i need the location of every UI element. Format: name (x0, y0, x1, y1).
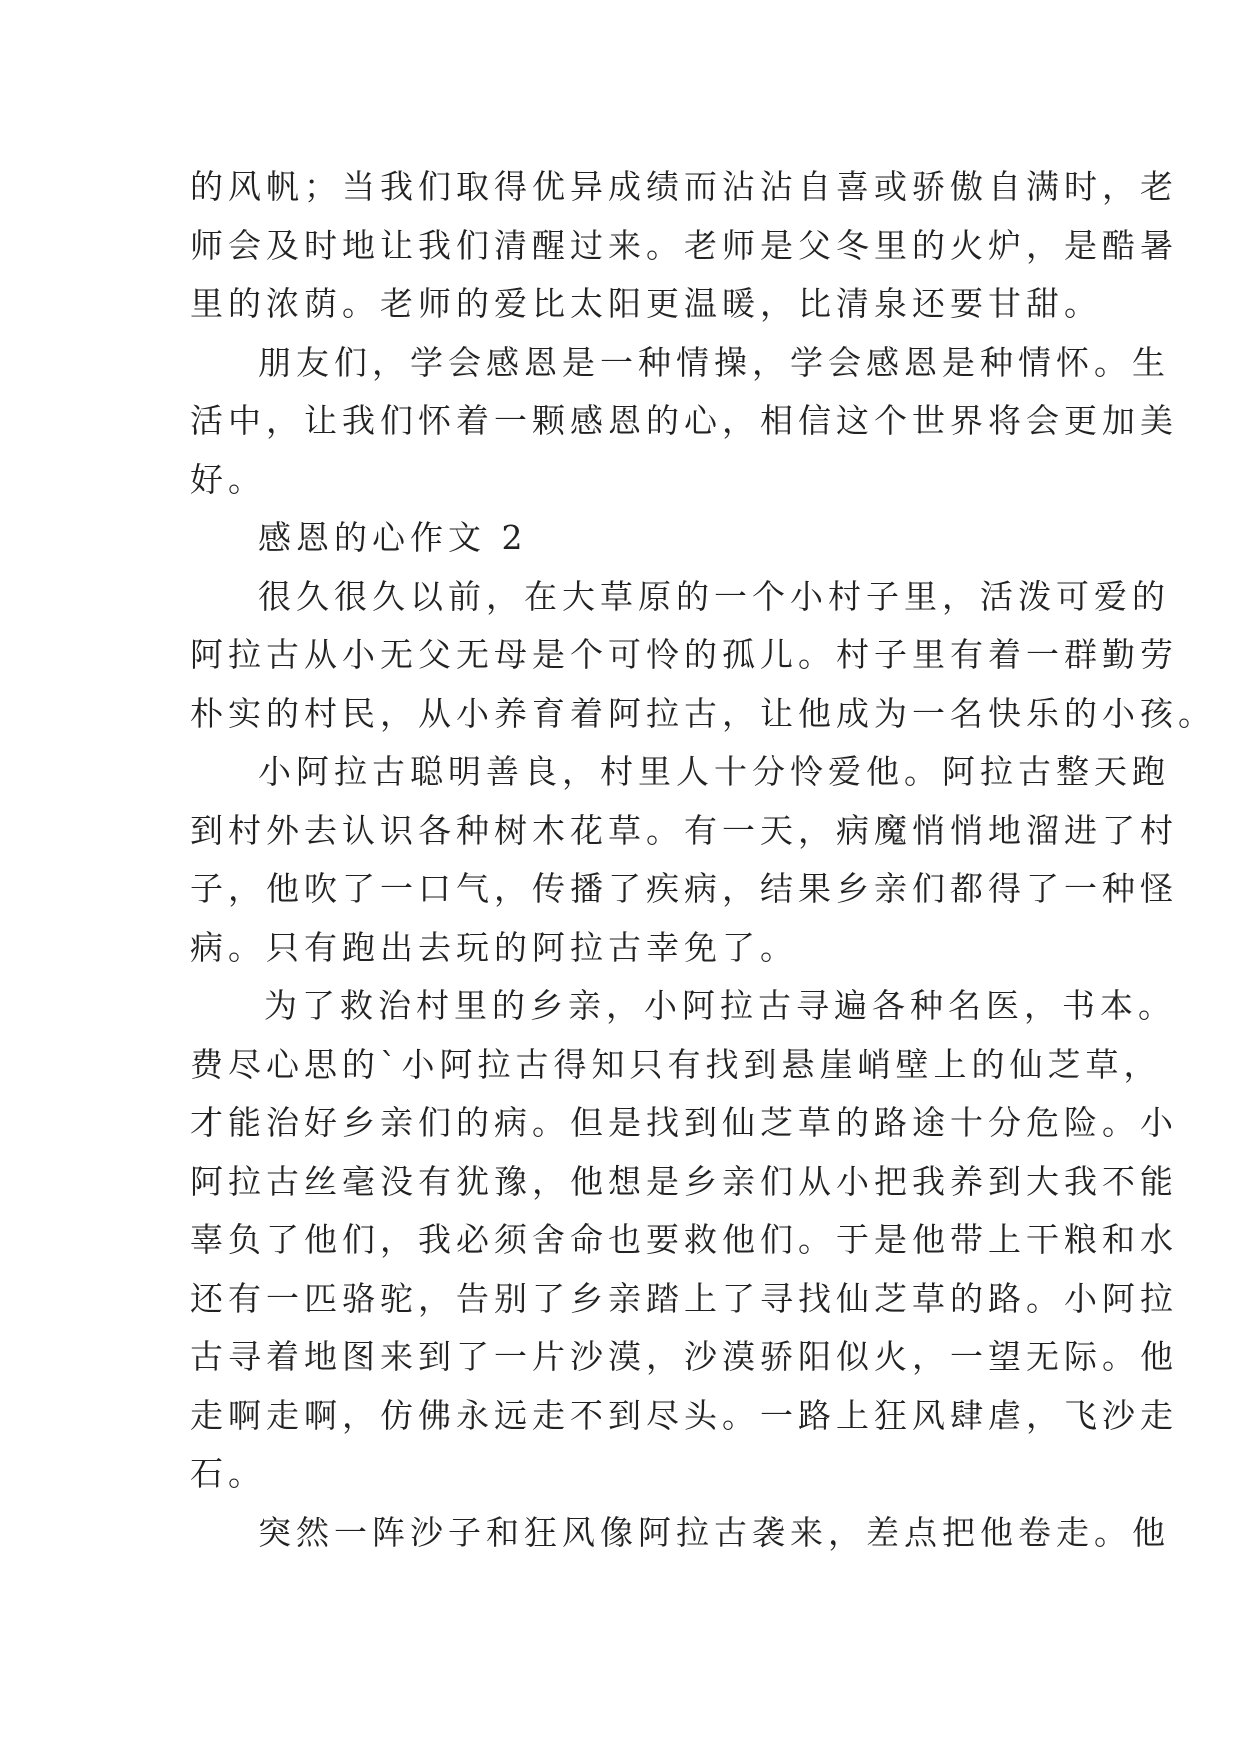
text-line: 古寻着地图来到了一片沙漠，沙漠骄阳似火，一望无际。他 (190, 1337, 1178, 1376)
section-heading: 感恩的心作文 2 (258, 518, 528, 557)
text-line: 还有一匹骆驼，告别了乡亲踏上了寻找仙芝草的路。小阿拉 (190, 1278, 1178, 1318)
text-line: 朴实的村民，从小养育着阿拉古，让他成为一名快乐的小孩。 (190, 693, 1216, 733)
text-line: 走啊走啊，仿佛永远走不到尽头。一路上狂风肆虐，飞沙走 (190, 1395, 1178, 1435)
text-line: 的风帆；当我们取得优异成绩而沾沾自喜或骄傲自满时，老 (190, 167, 1178, 206)
text-line: 师会及时地让我们清醒过来。老师是父冬里的火炉，是酷暑 (190, 225, 1178, 265)
text-line: 活中，让我们怀着一颗感恩的心，相信这个世界将会更加美 (190, 401, 1178, 440)
paragraph-start-line: 突然一阵沙子和狂风像阿拉古袭来，差点把他卷走。他 (258, 1512, 1170, 1552)
document-body (190, 158, 1216, 1562)
text-line: 阿拉古丝毫没有犹豫，他想是乡亲们从小把我养到大我不能 (190, 1161, 1178, 1201)
text-line: 子，他吹了一口气，传播了疾病，结果乡亲们都得了一种怪 (190, 869, 1178, 908)
text-line: 费尽心思的`小阿拉古得知只有找到悬崖峭壁上的仙芝草， (190, 1044, 1162, 1084)
text-line: 阿拉古从小无父无母是个可怜的孤儿。村子里有着一群勤劳 (190, 635, 1178, 674)
text-line: 辜负了他们，我必须舍命也要救他们。于是他带上干粮和水 (190, 1220, 1178, 1259)
paragraph-start-line: 很久很久以前，在大草原的一个小村子里，活泼可爱的 (258, 576, 1170, 616)
text-line: 到村外去认识各种树木花草。有一天，病魔悄悄地溜进了村 (190, 810, 1178, 850)
paragraph-start-line: 小阿拉古聪明善良，村里人十分怜爱他。阿拉古整天跑 (258, 752, 1170, 791)
text-line: 石。 (190, 1454, 266, 1493)
text-line: 好。 (190, 459, 266, 499)
text-line: 病。只有跑出去玩的阿拉古幸免了。 (190, 927, 798, 967)
text-line: 里的浓荫。老师的爱比太阳更温暖，比清泉还要甘甜。 (190, 284, 1102, 323)
paragraph-start-line: 朋友们，学会感恩是一种情操，学会感恩是种情怀。生 (258, 342, 1170, 382)
text-line: 才能治好乡亲们的病。但是找到仙芝草的路途十分危险。小 (190, 1103, 1178, 1142)
paragraph-start-line: 为了救治村里的乡亲，小阿拉古寻遍各种名医，书本。 (264, 986, 1176, 1025)
